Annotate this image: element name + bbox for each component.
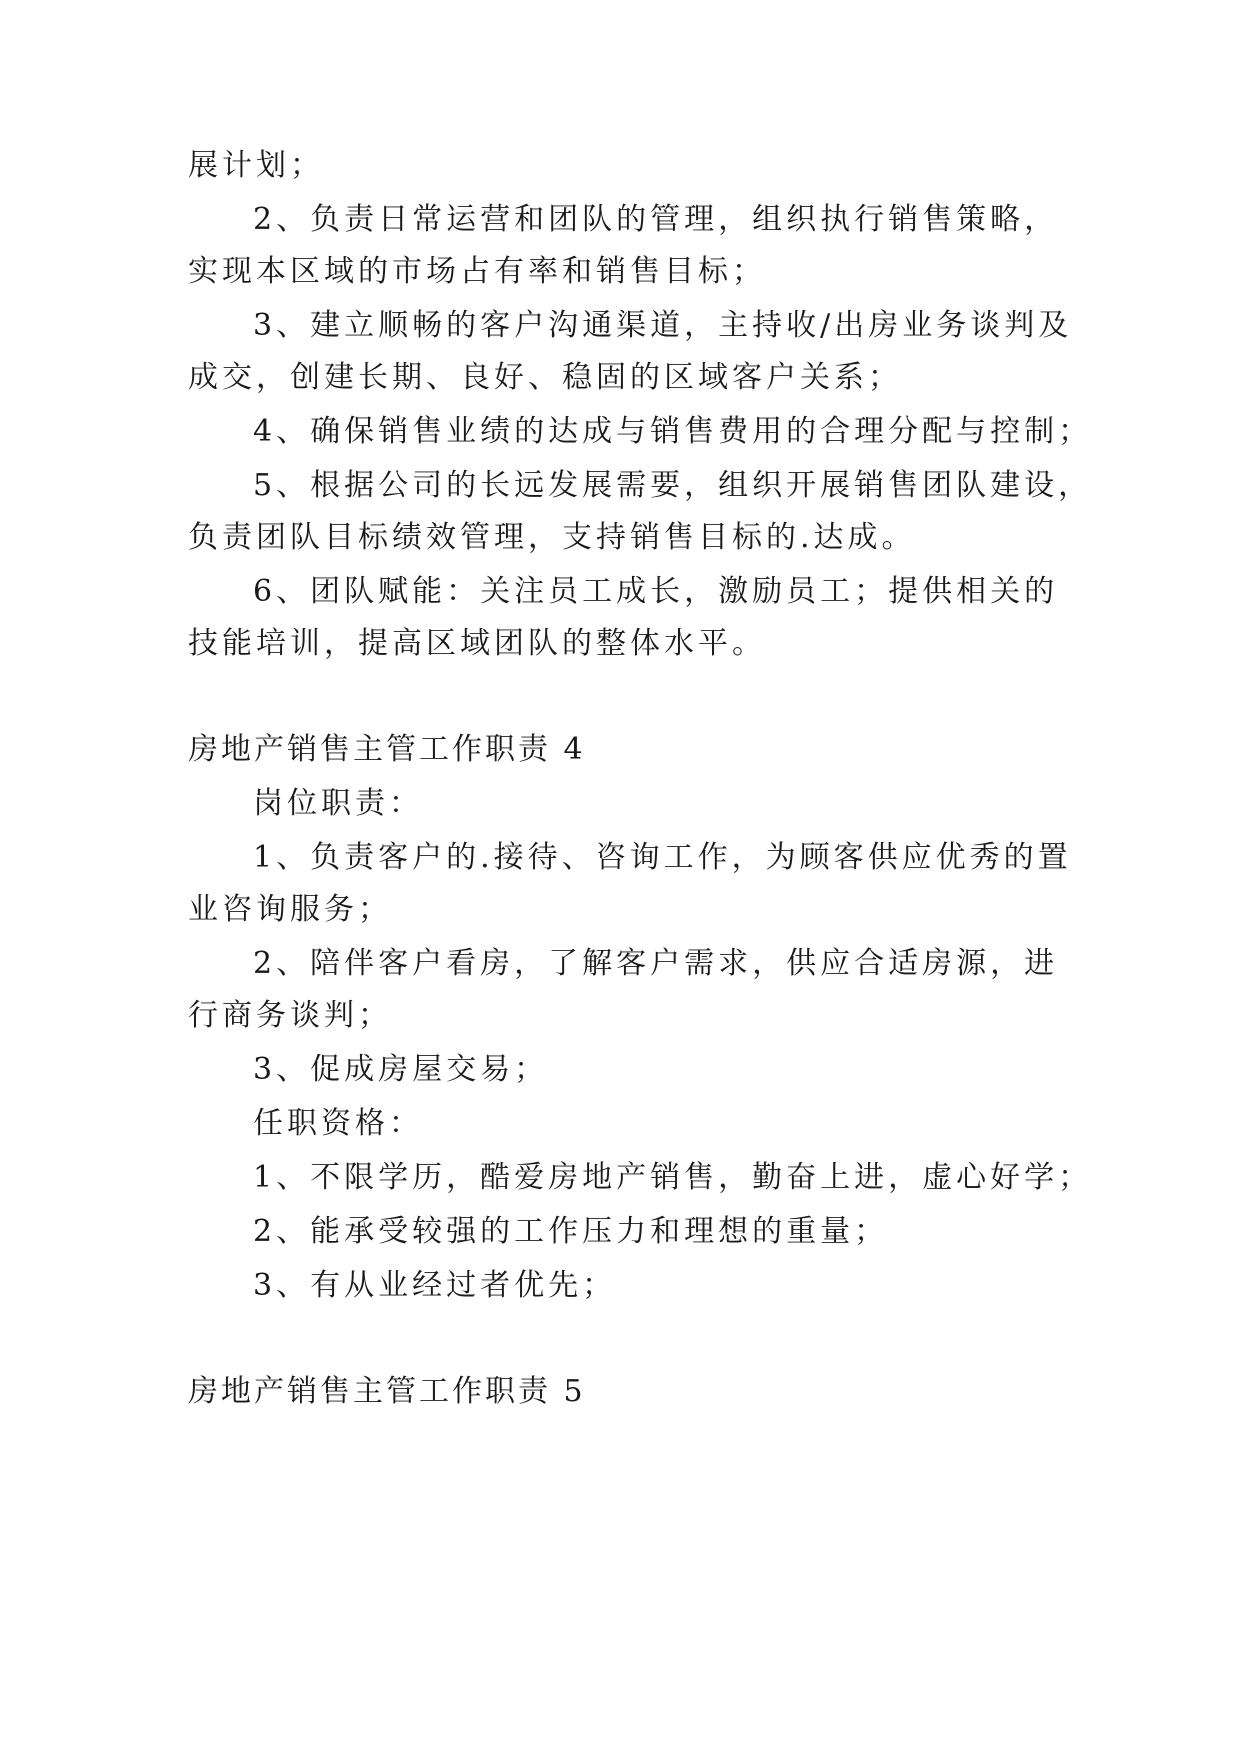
list-item: 2、陪伴客户看房，了解客户需求，供应合适房源，进	[253, 946, 1059, 981]
list-item-continuation: 行商务谈判；	[188, 998, 392, 1033]
list-item: 3、有从业经过者优先；	[253, 1268, 617, 1303]
qualifications-label: 任职资格：	[253, 1106, 423, 1141]
list-item-continuation: 负责团队目标绩效管理，支持销售目标的.达成。	[188, 520, 916, 555]
continuation-tail: 展计划；	[188, 148, 324, 183]
list-item-continuation: 成交，创建长期、良好、稳固的区域客户关系；	[188, 360, 902, 395]
list-item: 1、负责客户的.接待、咨询工作，为顾客供应优秀的置	[253, 840, 1072, 875]
list-item: 6、团队赋能：关注员工成长，激励员工；提供相关的	[253, 574, 1059, 609]
section-5-title: 房地产销售主管工作职责 5	[188, 1374, 586, 1409]
list-item: 2、能承受较强的工作压力和理想的重量；	[253, 1214, 889, 1249]
list-item: 5、根据公司的长远发展需要，组织开展销售团队建设，	[253, 468, 1093, 503]
list-item-continuation: 技能培训，提高区域团队的整体水平。	[188, 626, 766, 661]
section-4-title: 房地产销售主管工作职责 4	[188, 732, 586, 767]
list-item: 3、建立顺畅的客户沟通渠道，主持收/出房业务谈判及	[253, 308, 1073, 343]
list-item: 1、不限学历，酷爱房地产销售，勤奋上进，虚心好学；	[253, 1160, 1093, 1195]
list-item: 3、促成房屋交易；	[253, 1052, 549, 1087]
list-item: 2、负责日常运营和团队的管理，组织执行销售策略，	[253, 202, 1059, 237]
list-item: 4、确保销售业绩的达成与销售费用的合理分配与控制；	[253, 414, 1093, 449]
list-item-continuation: 业咨询服务；	[188, 892, 392, 927]
list-item-continuation: 实现本区域的市场占有率和销售目标；	[188, 254, 766, 289]
duties-label: 岗位职责：	[253, 786, 423, 821]
